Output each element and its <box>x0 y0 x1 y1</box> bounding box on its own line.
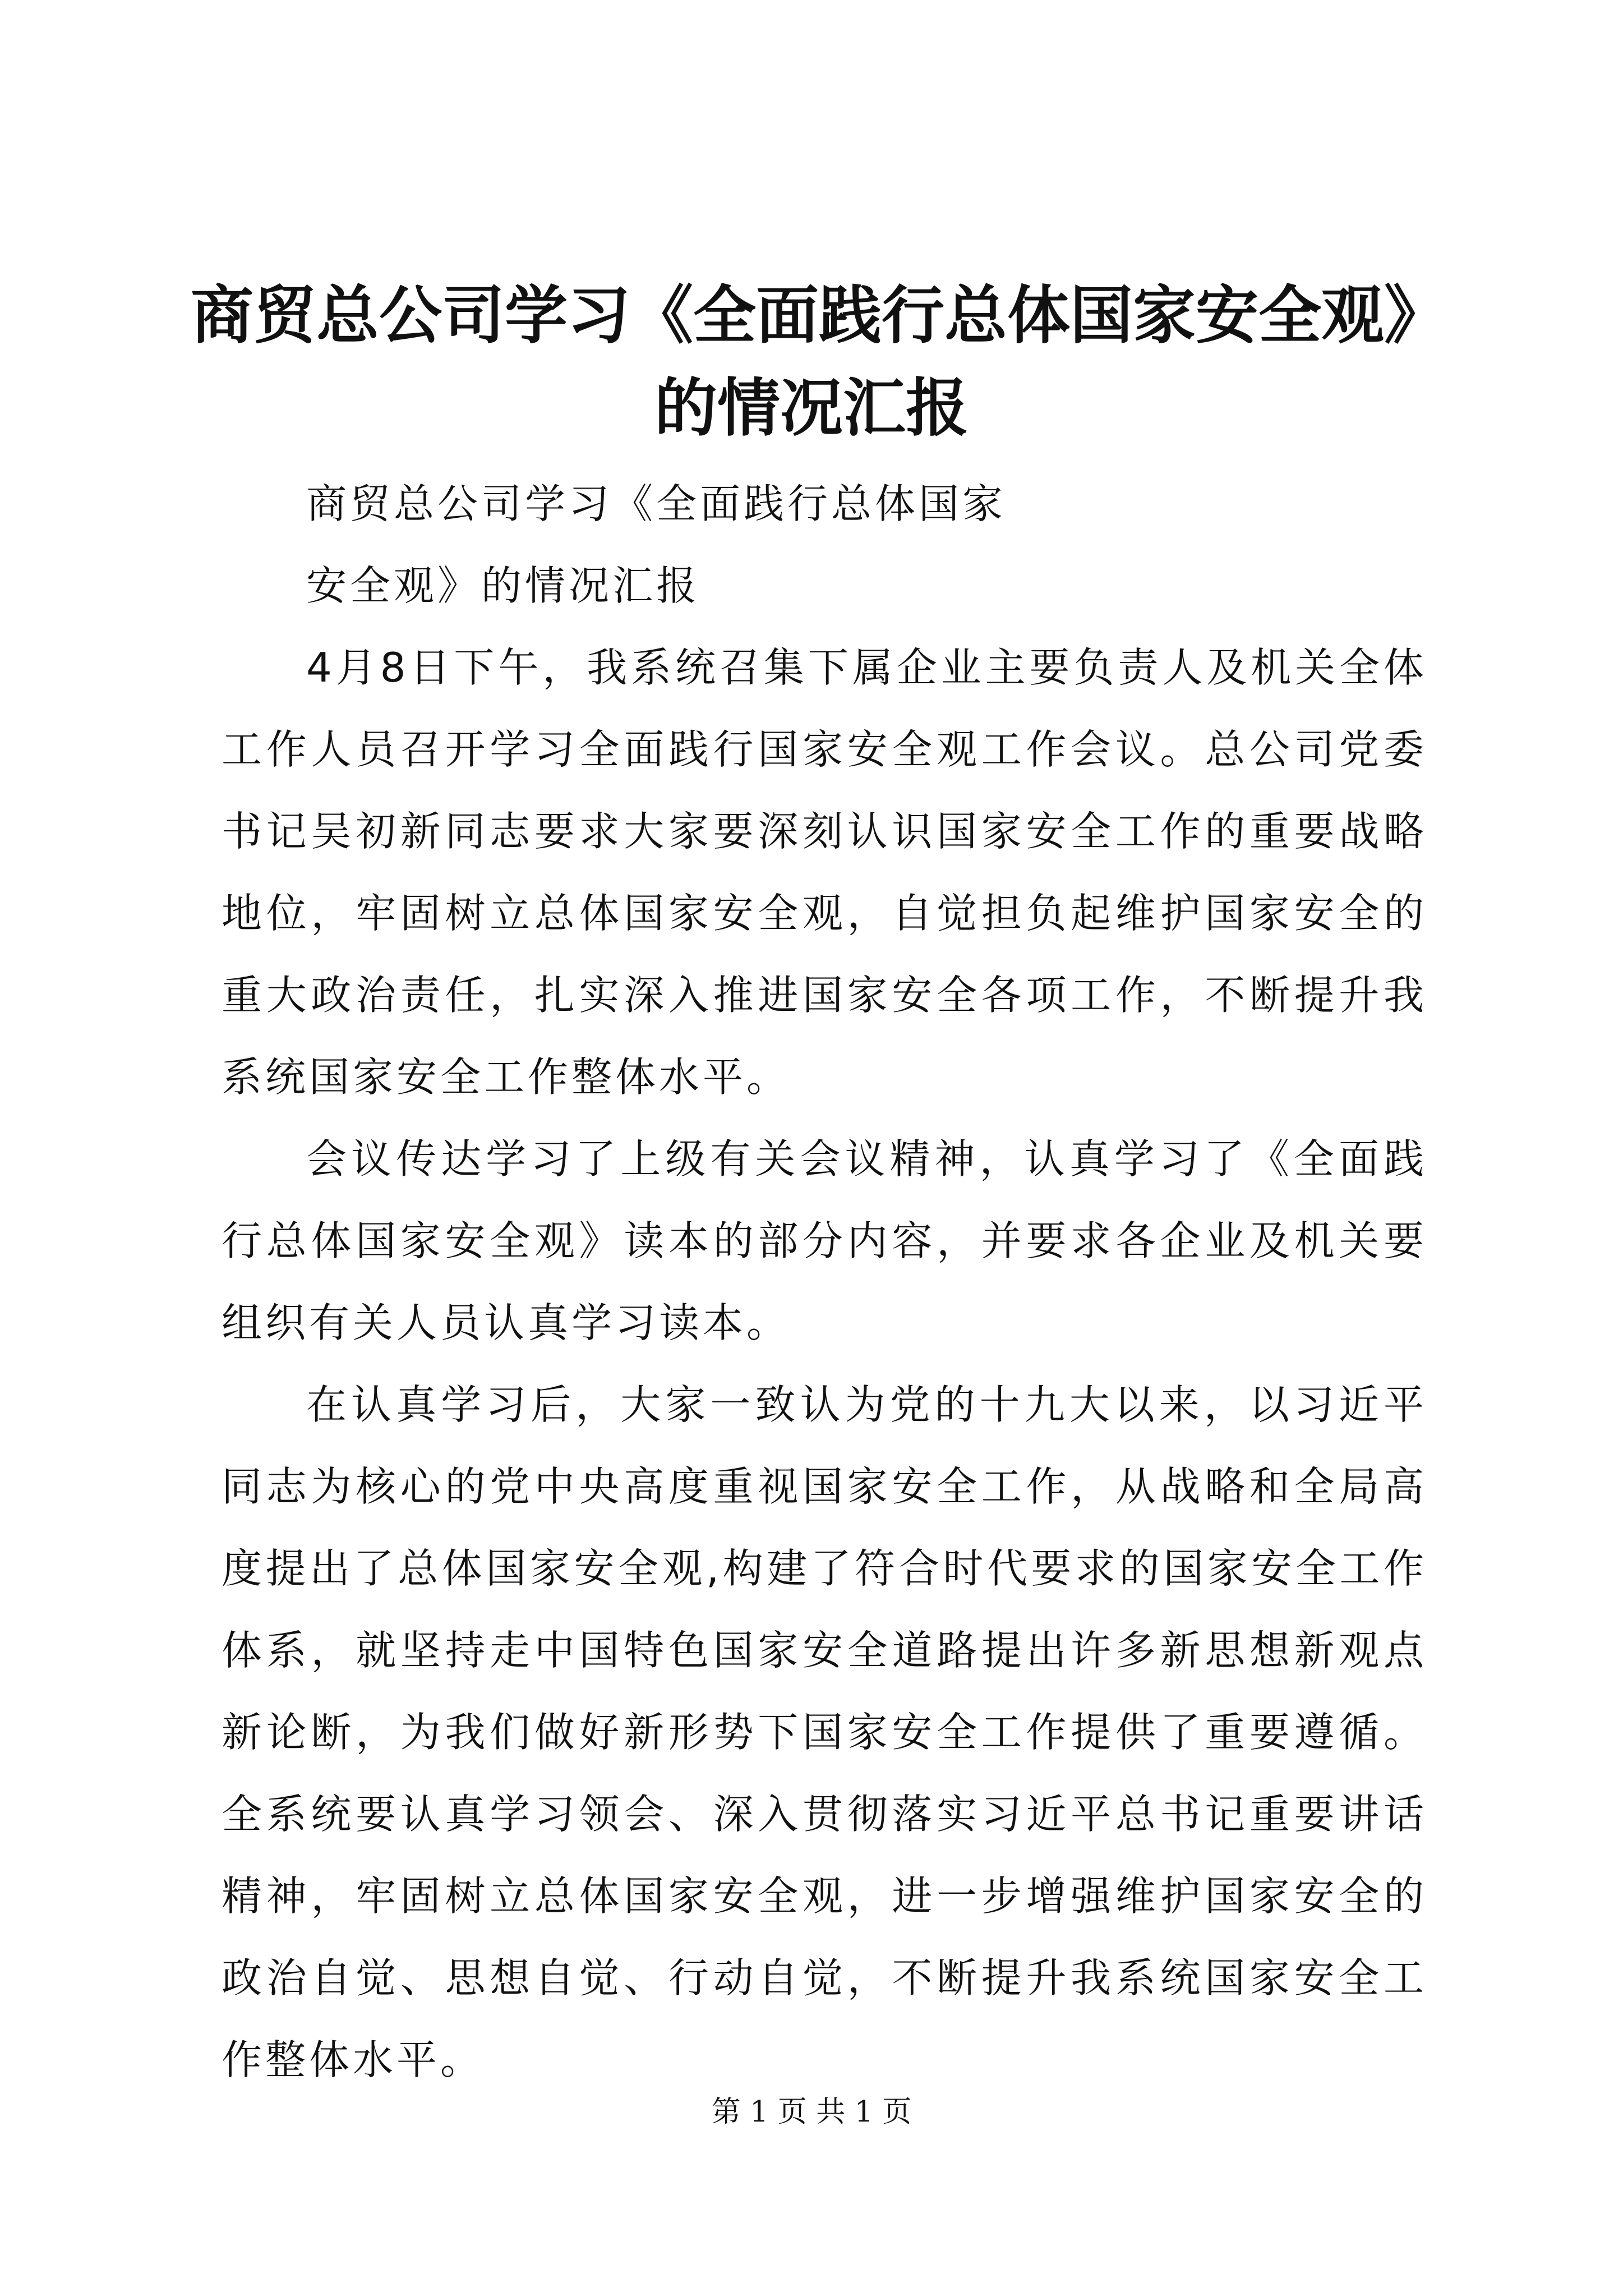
title-line-1: 商贸总公司学习《全面践行总体国家安全观》 <box>191 279 1447 352</box>
subtitle-line-1: 商贸总公司学习《全面践行总体国家 <box>306 480 1007 527</box>
document-title <box>191 269 1447 454</box>
title-line-2: 的情况汇报 <box>654 371 969 445</box>
paragraph-study: 会议传达学习了上级有关会议精神，认真学习了《全面践行总体国家安全观》读本的部分内容，并要求各企业及机关要组织有关人员认真学习读本。 <box>222 1135 1427 1346</box>
document-body <box>222 463 1427 2101</box>
page-footer: 第 1 页 共 1 页 <box>711 2095 912 2129</box>
paragraph-meeting: 4月8日下午，我系统召集下属企业主要负责人及机关全体工作人员召开学习全面践行国家安全观工作会议。总公司党委书记吴初新同志要求大家要深刻认识国家安全工作的重要战略地位，牢固树立总体国家安全观，自觉担负起维护国家安全的重大政治责任，扎实深入推进国家安全各项工作，不断提升我系统国家安全工作整体水平。 <box>222 644 1427 1101</box>
paragraph-conclusion: 在认真学习后，大家一致认为党的十九大以来，以习近平同志为核心的党中央高度重视国家安全工作，从战略和全局高度提出了总体国家安全观,构建了符合时代要求的国家安全工作体系，就坚持走中国特色国家安全道路提出许多新思想新观点新论断，为我们做好新形势下国家安全工作提供了重要遵循。全系统要认真学习领会、深入贯彻落实习近平总书记重要讲话精神，牢固树立总体国家安全观，进一步增强维护国家安全的政治自觉、思想自觉、行动自觉，不断提升我系统国家安全工作整体水平。 <box>222 1381 1427 2083</box>
subtitle-line-2: 安全观》的情况汇报 <box>306 562 700 609</box>
